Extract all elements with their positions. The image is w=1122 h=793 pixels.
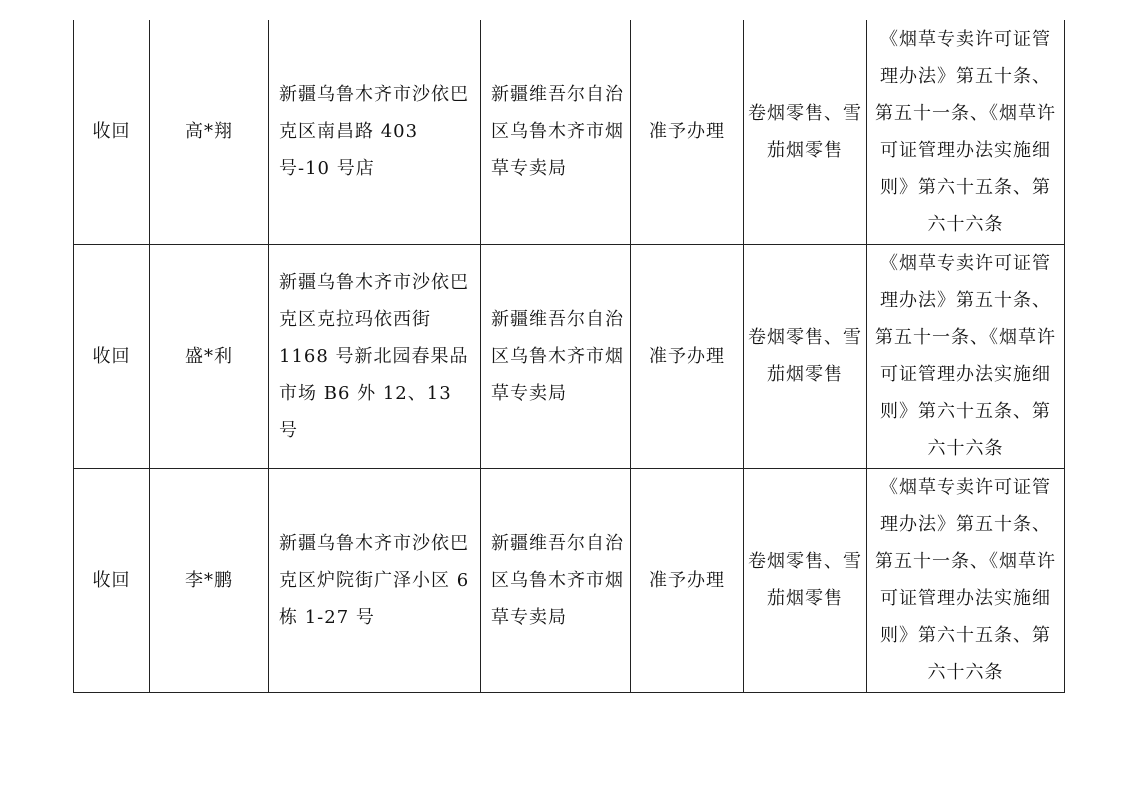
scope-cell: 卷烟零售、雪茄烟零售: [744, 244, 867, 468]
scope-cell: 卷烟零售、雪茄烟零售: [744, 468, 867, 692]
decision-cell: 准予办理: [631, 468, 744, 692]
license-revocation-table: [73, 20, 1065, 693]
authority-cell: 新疆维吾尔自治区乌鲁木齐市烟草专卖局: [481, 244, 631, 468]
address-cell: 新疆乌鲁木齐市沙依巴克区南昌路 403 号-10 号店: [269, 20, 481, 244]
legal-basis-cell: 《烟草专卖许可证管理办法》第五十条、第五十一条、《烟草许可证管理办法实施细则》第六十五条、第六十六条: [867, 244, 1065, 468]
legal-basis-cell: 《烟草专卖许可证管理办法》第五十条、第五十一条、《烟草许可证管理办法实施细则》第六十五条、第六十六条: [867, 20, 1065, 244]
authority-cell: 新疆维吾尔自治区乌鲁木齐市烟草专卖局: [481, 468, 631, 692]
action-cell: 收回: [74, 20, 150, 244]
table-row: [74, 244, 1065, 468]
scope-cell: 卷烟零售、雪茄烟零售: [744, 20, 867, 244]
decision-cell: 准予办理: [631, 20, 744, 244]
table-row: [74, 20, 1065, 244]
name-cell: 盛*利: [150, 244, 269, 468]
decision-cell: 准予办理: [631, 244, 744, 468]
action-cell: 收回: [74, 244, 150, 468]
address-cell: 新疆乌鲁木齐市沙依巴克区克拉玛依西街 1168 号新北园春果品市场 B6 外 12、13 号: [269, 244, 481, 468]
action-cell: 收回: [74, 468, 150, 692]
table-row: [74, 468, 1065, 692]
name-cell: 高*翔: [150, 20, 269, 244]
address-cell: 新疆乌鲁木齐市沙依巴克区炉院街广泽小区 6 栋 1-27 号: [269, 468, 481, 692]
legal-basis-cell: 《烟草专卖许可证管理办法》第五十条、第五十一条、《烟草许可证管理办法实施细则》第六十五条、第六十六条: [867, 468, 1065, 692]
authority-cell: 新疆维吾尔自治区乌鲁木齐市烟草专卖局: [481, 20, 631, 244]
name-cell: 李*鹏: [150, 468, 269, 692]
